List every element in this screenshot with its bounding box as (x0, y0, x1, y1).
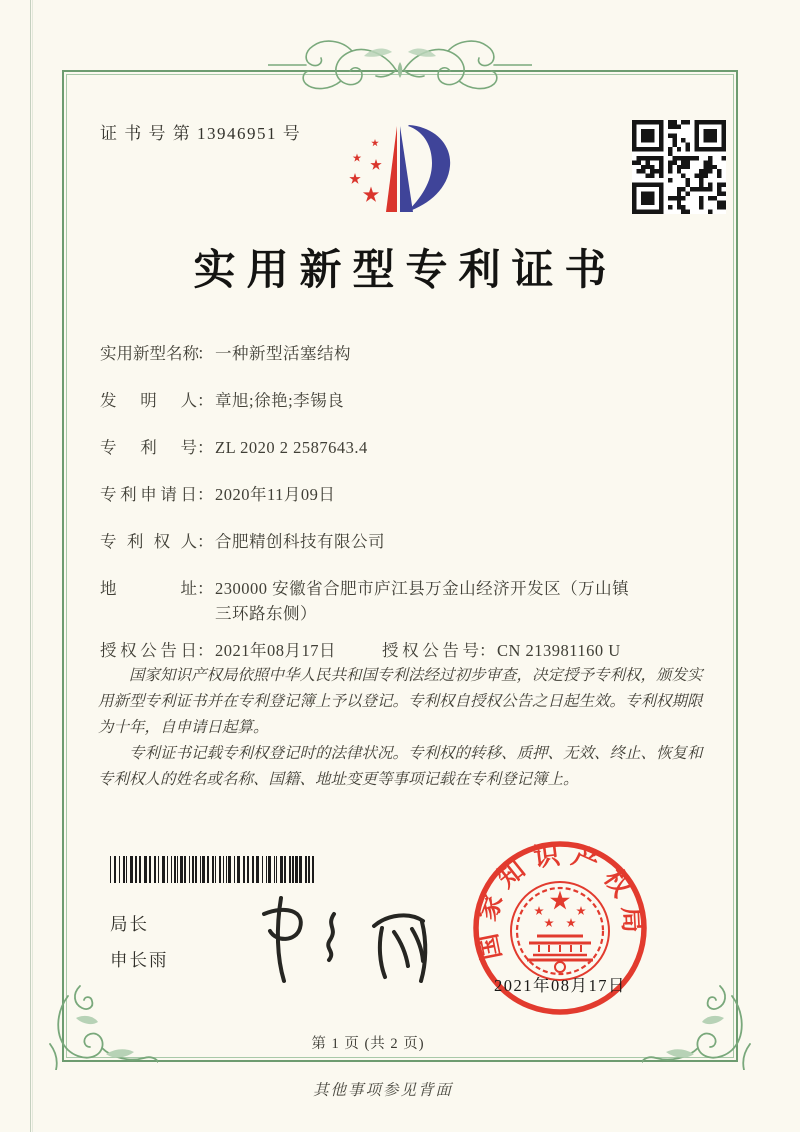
field-value: 一种新型活塞结构 (215, 344, 351, 363)
field-label: 授权公告号 (382, 641, 479, 660)
field-label: 发明人 (100, 391, 197, 410)
page-number: 第 1 页 (共 2 页) (311, 1036, 425, 1052)
address-line-2: 三环路东侧） (215, 604, 317, 623)
field-colon: ： (197, 438, 214, 457)
field-value (215, 576, 629, 626)
barcode-icon (110, 856, 315, 883)
dragon-ornament-icon (268, 34, 532, 96)
signer-name: 申长雨 (110, 950, 169, 970)
field-colon: ： (197, 579, 214, 598)
field-row-name (100, 341, 704, 366)
field-label: 地址 (100, 579, 197, 598)
field-label: 专利申请日 (100, 485, 197, 504)
field-colon: ： (197, 391, 214, 410)
field-value: ZL 2020 2 2587643.4 (215, 438, 368, 457)
field-value: 2021年08月17日 (215, 641, 336, 660)
signature-autograph-icon (226, 884, 436, 989)
certificate-title: 实用新型专利证书 (193, 248, 618, 294)
field-value: 章旭;徐艳;李锡良 (215, 391, 345, 410)
signer-title: 局长 (110, 914, 149, 934)
field-row-grant (100, 638, 704, 663)
field-label: 专利权人 (100, 532, 197, 551)
back-side-note: 其他事项参见背面 (312, 1082, 453, 1099)
field-label: 实用新型名称 (100, 344, 199, 363)
seal-date: 2021年08月17日 (494, 976, 626, 995)
field-row-patent-no (100, 435, 704, 460)
field-colon: ： (479, 641, 496, 660)
field-colon: ： (197, 641, 214, 660)
field-label: 授权公告日 (100, 641, 197, 660)
legal-paragraph-1: 国家知识产权局依照中华人民共和国专利法经过初步审查，决定授予专利权，颁发实用新型专利证书并在专利登记簿上予以登记。专利权自授权公告之日起生效。专利权期限为十年，自申请日起算。 (98, 667, 703, 736)
certificate-number: 证 书 号 第 13946951 号 (100, 124, 302, 143)
qr-code-icon (632, 120, 726, 214)
cnipa-logo-icon (345, 114, 460, 219)
legal-paragraph-2: 专利证书记载专利权登记时的法律状况。专利权的转移、质押、无效、终止、恢复和专利权人的姓名或名称、国籍、地址变更等事项记载在专利登记簿上。 (98, 745, 703, 788)
seal-ring-text: 国家知识产权局 (471, 839, 648, 963)
field-label: 专利号 (100, 438, 197, 457)
field-value: CN 213981160 U (497, 641, 621, 660)
corner-flourish-left-icon (46, 984, 158, 1070)
field-row-filing-date (100, 482, 704, 507)
field-list (100, 341, 704, 685)
field-row-patentee (100, 529, 704, 554)
field-colon: ： (197, 532, 214, 551)
page-edge-line (30, 0, 31, 1132)
field-value: 合肥精创科技有限公司 (215, 532, 385, 551)
field-colon: ： (197, 485, 214, 504)
legal-text (98, 663, 706, 793)
corner-flourish-right-icon (642, 984, 754, 1070)
field-row-inventor (100, 388, 704, 413)
address-line-1: 230000 安徽省合肥市庐江县万金山经济开发区（万山镇 (215, 579, 630, 598)
field-row-address (100, 576, 704, 626)
field-colon: ： (197, 344, 214, 363)
field-value: 2020年11月09日 (215, 485, 336, 504)
